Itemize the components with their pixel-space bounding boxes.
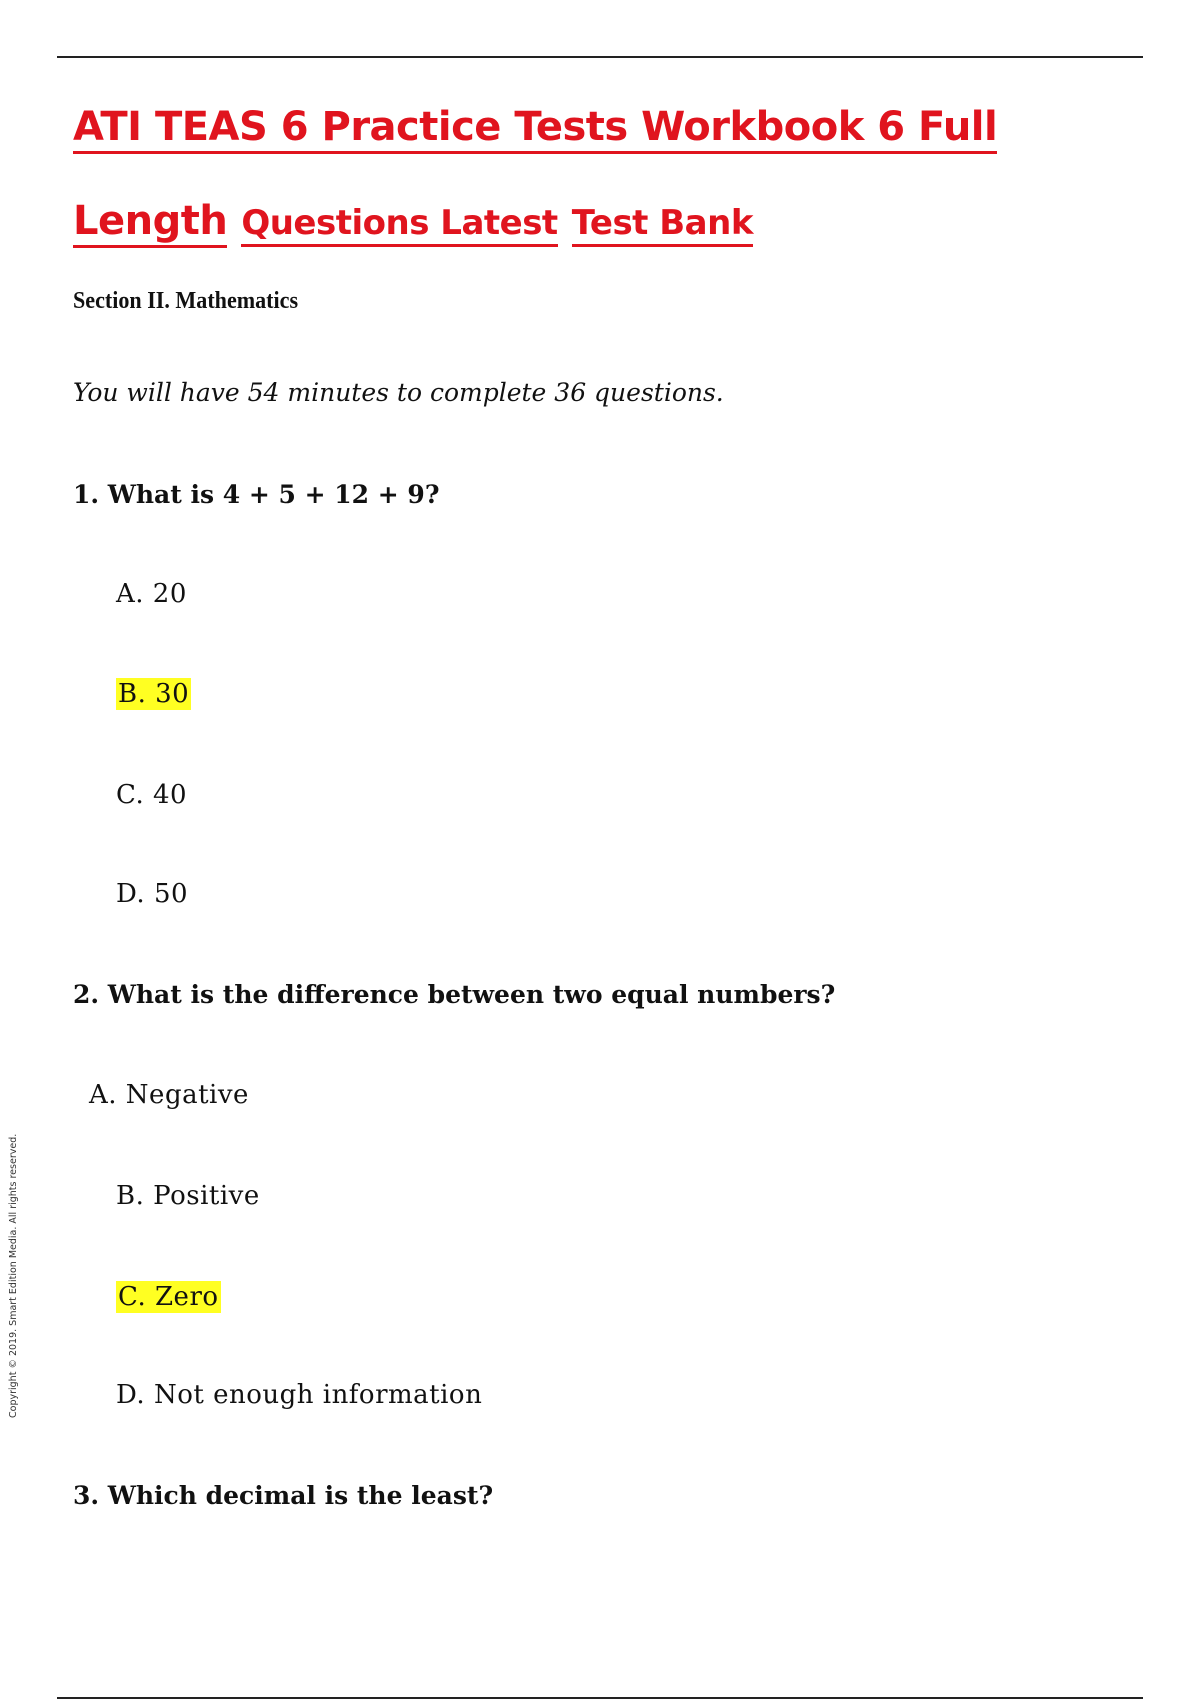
answer-highlight: B. 30 bbox=[118, 679, 190, 709]
question-2-option-c bbox=[116, 1282, 221, 1312]
question-3: 3. Which decimal is the least? bbox=[73, 1481, 494, 1510]
instructions-text: You will have 54 minutes to complete 36 questions. bbox=[73, 378, 724, 407]
document-title-line-2 bbox=[73, 198, 753, 244]
top-rule bbox=[57, 56, 1143, 58]
question-2-option-d: D. Not enough information bbox=[116, 1380, 483, 1410]
question-1: 1. What is 4 + 5 + 12 + 9? bbox=[73, 480, 440, 509]
title-text-1: ATI TEAS 6 Practice Tests Workbook 6 Full bbox=[73, 104, 997, 154]
title-text-2c: Test Bank bbox=[572, 203, 753, 247]
question-2-option-a: A. Negative bbox=[89, 1080, 249, 1110]
title-text-2b: Questions Latest bbox=[241, 203, 557, 247]
question-1-option-a: A. 20 bbox=[116, 579, 187, 609]
question-1-option-b bbox=[116, 679, 191, 709]
document-title-line-1 bbox=[73, 104, 997, 150]
question-1-option-d: D. 50 bbox=[116, 879, 189, 909]
question-1-option-c: C. 40 bbox=[116, 780, 188, 810]
answer-highlight: C. Zero bbox=[118, 1282, 219, 1312]
title-text-2a: Length bbox=[73, 198, 227, 248]
question-2: 2. What is the difference between two equal numbers? bbox=[73, 980, 836, 1009]
bottom-rule bbox=[57, 1697, 1143, 1699]
copyright-notice: Copyright © 2019. Smart Edition Media. All rights reserved. bbox=[8, 1133, 19, 1418]
section-heading: Section II. Mathematics bbox=[73, 288, 299, 314]
question-2-option-b: B. Positive bbox=[116, 1181, 260, 1211]
